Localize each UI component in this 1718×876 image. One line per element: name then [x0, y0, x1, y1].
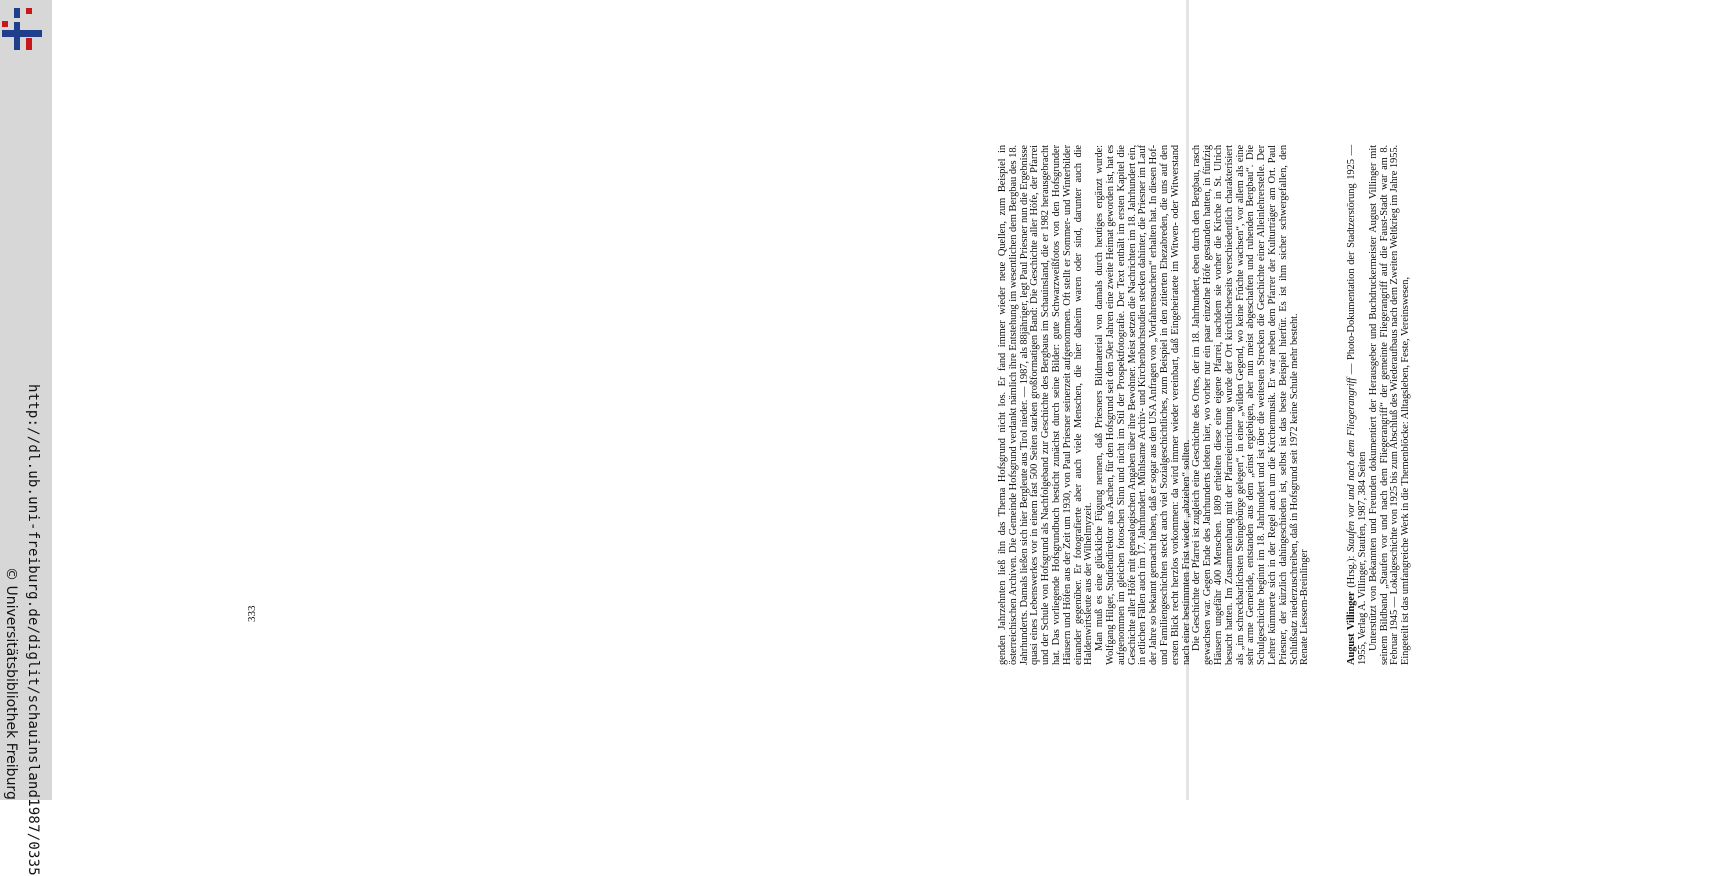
review2-author: August Villinger — [1346, 591, 1358, 665]
review1-paragraph-1: genden Jahrzehnten ließ ihn das Thema Hofsgrund nicht los. Er fand immer wieder neue Quellen, zum Beispiel in österreichischen Archiven. Die Gemeinde Hofsgrund verdankt nämlich ihre Entstehung im wesentlichen dem Bergbau des 18. Jahrhunderts. Damals ließen sich hier Bergleute aus Tirol nieder. — 1987, als 88jähriger, legt Paul Priesner nun die Ergebnisse quasi eines Lebenswerkes vor in einem fast 500 Seiten starken großformatigen Band: Die Geschichte aller Höfe, der Pfarrei und der Schule von Hofsgrund als Nachfolgeband zur Geschichte des Bergbaus im Schauinsland, die er 1982 herausgebracht hat. Das vorliegende Hofsgrundbuch besticht zunächst durch seine Bilder: gute Schwarzweißfotos von den Hofsgrunder Häusern und Höfen aus der Zeit um 1930, von Paul Priesner seinerzeit aufgenommen. Oft stellt er Sommer- und Winterbilder einander gegenüber. Er fotografierte aber auch viele Menschen, die hier daheim waren oder sind, darunter auch die Haldenwirtsleute aus der Wilhelmyzeit. — [997, 145, 1095, 665]
review1-paragraph-3: Die Geschichte der Pfarrei ist zugleich eine Geschichte des Ortes, der im 18. Jahrhundert, eben durch den Bergbau, rasch gewachsen war. Gegen Ende des Jahrhunderts lebten hier, wo vorher nur ein paar einzelne Höfe gestanden hatten, in fünfzig Häusern ungefähr 400 Menschen. 1809 erhielten diese eine eigene Pfarrei, nachdem sie vorher die Kirche in St. Ulrich besucht hatten. Im Zusammenhang mit der Pfarreieinrichtung wurde der Ort kirchlicherseits verschiedentlich charakterisiert als „im schreckbarlichsten Steingebürge gelegen“, in einer „wilden Gegend, wo keine Früchte wachsen“, vor allem als eine sehr arme Gemeinde, entstanden aus dem „einst ergiebigen, aber nun meist abgeschaften und ruhenden Bergbau“. Die Schulgeschichte beginnt im 18. Jahrhundert und ist über die weitesten Strecken die Geschichte einer Alleinlehrerstelle. Der Lehrer kümmerte sich in der Regel auch um die Kirchenmusik. Er war neben dem Pfarrer der Kulturträger am Ort. Paul Priesner, der kürzlich dahingeschieden ist, selbst ist das beste Beispiel hierfür. Es ist ihm sicher schwergefallen, den Schlußsatz niederzuschreiben, daß in Hofsgrund seit 1972 keine Schule mehr besteht. — [1191, 145, 1300, 665]
scanned-page-text — [998, 145, 1718, 665]
review1-paragraph-2: Man muß es eine glückliche Fügung nennen, daß Priesners Bildmaterial von damals durch heutiges ergänzt wurde: Wolfgang Hilger, Studiendirektor aus Aachen, für den Hofsgrund seit den 50er Jahren eine zweite Heimat geworden ist, hat es aufgenommen im gleichen fotoschen Sinn und nicht im Stil der Prospektfotografie. Der Text enthält im ersten Kapitel die Geschichte aller Höfe mit genealogischen Angaben über ihre Bewohner. Meist setzen die Nachrichten im 18. Jahrhundert ein, in etlichen Fällen auch im 17. Jahrhundert. Mühlsame Archiv- und Kirchenbuchstudien stecken dahinter, die Priesner im Lauf der Jahre so bekannt gemacht haben, daß er sogar aus den USA Anfragen von „Vorfahrensuchern“ erhalten hat. In diesen Hof- und Familiengeschichten steckt auch viel Sozialgeschichtliches, zum Beispiel in den zitierten Ehezabreden, die uns auf den ersten Blick recht herzlos vorkommen: da wird immer wieder vereinbart, daß Eingeheiratete im Witwen- oder Witwerstand nach einer bestimmten Frist wieder „abziehen“ sollten. — [1094, 145, 1192, 665]
review2-paragraph-1: Unterstützt von Bekannten und Freunden dokumentiert der Herausgeber und Buchdruckermeister August Villinger mit seinem Bildband „Staufen vor und nach dem Fliegerangriff“ der gemeinte Fliegerangriff auf die Faust-Stadt war am 8. Februar 1945 — Lokalgeschichte von 1925 bis zum Abschluß des Wiederaufbaus nach dem Zweiten Weltkrieg im Jahre 1955. Eingeteilt ist das umfangreiche Werk in die Themenblöcke: Alltagsleben, Feste, Vereinswesen, — [1367, 145, 1412, 665]
review2-citation — [1347, 145, 1369, 665]
review2-editor: (Hrsg.): — [1346, 555, 1358, 588]
sidebar — [0, 0, 52, 876]
copyright-notice: © Universitätsbibliothek Freiburg — [3, 567, 19, 800]
review2-publication: — Photo-Dokumentation der Stadtzerstörung 1925 — 1955, Verlag A. Villinger, Staufen, 1987, 384 Seiten — [1346, 144, 1368, 665]
page-number: 333 — [246, 605, 258, 622]
review1-signature: Renate Liessem-Breinlinger — [1299, 549, 1311, 665]
review2-title: Staufen vor und nach dem Fliegerangriff — [1346, 377, 1358, 552]
section-gap — [1311, 145, 1347, 665]
document-url-link[interactable]: http://dl.ub.uni-freiburg.de/diglit/schauinsland1987/0335 — [25, 384, 41, 876]
university-library-logo-icon[interactable] — [2, 8, 46, 52]
